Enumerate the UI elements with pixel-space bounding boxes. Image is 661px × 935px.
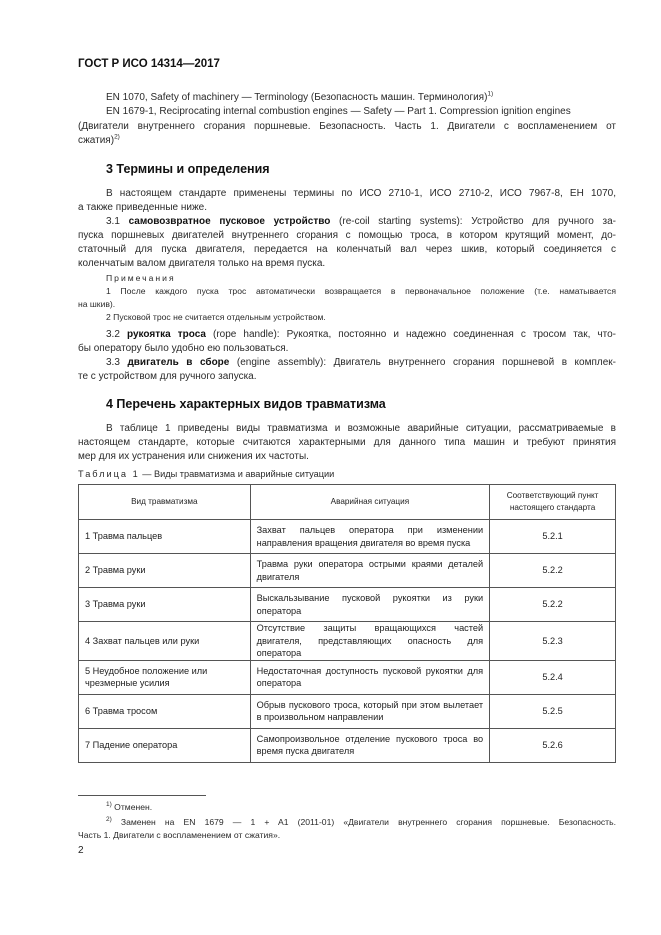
injury-type-cell: 5 Неудобное положение или чрезмерные усилия <box>79 660 251 694</box>
emergency-cell: Травма руки оператора острыми краями деталей двигателя <box>250 554 490 588</box>
reference-en1679-line1: EN 1679-1, Reciprocating internal combustion engines — Safety — Part 1. Compression ignition engines <box>106 106 571 117</box>
notes-title: Примечания <box>106 273 176 283</box>
table-row <box>79 660 616 694</box>
term-3-3-line1: 3.3 двигатель в сборе (engine assembly): Двигатель внутреннего сгорания поршневой в комплек- <box>106 357 616 368</box>
injury-type-cell: 6 Травма тросом <box>79 694 251 728</box>
term-3-1-line1: 3.1 самовозвратное пусковое устройство (re-coil starting systems): Устройство для ручного за- <box>106 216 617 227</box>
note-1-line1: 1 После каждого пуска трос автоматически возвращается в первоначальное положение (т.е. наматывается <box>106 286 616 296</box>
injury-type-cell: 1 Травма пальцев <box>79 520 251 554</box>
column-header-clause: Соответствующий пункт настоящего стандарта <box>490 485 616 520</box>
table-row <box>79 554 616 588</box>
table-row <box>79 728 616 762</box>
section-4-para-line1: В таблице 1 приведены виды травматизма и возможные аварийные ситуации, рассматриваемые в <box>106 423 616 434</box>
reference-en1679-line3: сжатия)$^{2)}$ <box>78 133 120 146</box>
section-3-heading: 3 Термины и определения <box>106 162 270 176</box>
table-header-row <box>79 485 616 520</box>
emergency-cell: Выскальзывание пусковой рукоятки из руки оператора <box>250 588 490 622</box>
emergency-cell: Недостаточная доступность пусковой рукоятки для оператора <box>250 660 490 694</box>
clause-cell: 5.2.1 <box>490 520 616 554</box>
injury-type-cell: 2 Травма руки <box>79 554 251 588</box>
section-4-para-line3: мер для их устранения или снижения их частоты. <box>78 451 309 462</box>
table-row <box>79 588 616 622</box>
footnote-2-line1: $^{2)}$ Заменен на EN 1679 — 1 + A1 (2011-01) «Двигатели внутреннего сгорания поршневые. Безопасность. <box>106 816 616 827</box>
table-row <box>79 622 616 661</box>
emergency-cell: Отсутствие защиты вращающихся частей двигателя, представляющих опасность для оператора <box>250 622 490 661</box>
clause-cell: 5.2.2 <box>490 588 616 622</box>
table-row <box>79 520 616 554</box>
reference-en1070: EN 1070, Safety of machinery — Terminology (Безопасность машин. Терминология)$^{1)}$ <box>106 90 494 103</box>
page-number: 2 <box>78 845 84 856</box>
emergency-cell: Обрыв пускового троса, который при этом вылетает в произвольном направлении <box>250 694 490 728</box>
term-3-1-line3: статочный для пуска двигателя, передается на коленчатый вал через шкив, который соединяется с <box>78 244 616 255</box>
term-3-1-name: самовозвратное пусковое устройство <box>128 216 331 227</box>
table-row <box>79 694 616 728</box>
footnote-1: $^{1)}$ Отменен. <box>106 801 153 812</box>
clause-cell: 5.2.4 <box>490 660 616 694</box>
emergency-cell: Самопроизвольное отделение пускового троса во время пуска двигателя <box>250 728 490 762</box>
section-3-intro-line1: В настоящем стандарте применены термины по ИСО 2710-1, ИСО 2710-2, ИСО 7967-8, ЕН 1070, <box>106 188 616 199</box>
clause-cell: 5.2.3 <box>490 622 616 661</box>
clause-cell: 5.2.5 <box>490 694 616 728</box>
section-3-intro-line2: а также приведенные ниже. <box>78 202 207 213</box>
table-caption: Таблица 1 — Виды травматизма и аварийные ситуации <box>78 469 335 479</box>
term-3-3-line2: те с устройством для ручного запуска. <box>78 371 257 382</box>
clause-cell: 5.2.6 <box>490 728 616 762</box>
injury-table <box>78 484 616 763</box>
term-3-2-name: рукоятка троса <box>126 329 206 340</box>
term-3-1-line2: пуска поршневых двигателей внутреннего сгорания с помощью троса, в котором крутящий момент, до- <box>78 230 616 241</box>
injury-type-cell: 4 Захват пальцев или руки <box>79 622 251 661</box>
term-3-2-line2: бы оператору было удобно ею пользоваться. <box>78 343 289 354</box>
section-4-para-line2: настоящем стандарте, которые считаются характерными для данного типа машин и требуют принятия <box>78 437 616 448</box>
note-1-line2: на шкив). <box>78 299 116 309</box>
term-3-3-name: двигатель в сборе <box>127 357 230 368</box>
column-header-emergency: Аварийная ситуация <box>250 485 490 520</box>
footnote-2-line2: Часть 1. Двигатели с воспламенением от сжатия». <box>78 830 281 840</box>
section-4-heading: 4 Перечень характерных видов травматизма <box>106 397 386 411</box>
column-header-injury-type: Вид травматизма <box>79 485 251 520</box>
injury-type-cell: 7 Падение оператора <box>79 728 251 762</box>
document-header: ГОСТ Р ИСО 14314—2017 <box>78 58 220 70</box>
footnote-separator <box>78 795 206 796</box>
clause-cell: 5.2.2 <box>490 554 616 588</box>
injury-type-cell: 3 Травма руки <box>79 588 251 622</box>
emergency-cell: Захват пальцев оператора при изменении направления вращения двигателя во время пуска <box>250 520 490 554</box>
term-3-1-line4: коленчатым валом двигателя только на время пуска. <box>78 258 326 269</box>
note-2: 2 Пусковой трос не считается отдельным устройством. <box>106 312 326 322</box>
term-3-2-line1: 3.2 рукоятка троса (rope handle): Рукоятка, постоянно и надежно соединенная с тросом так, что- <box>106 329 617 340</box>
reference-en1679-line2: (Двигатели внутреннего сгорания поршневые. Безопасность. Часть 1. Двигатели с воспламенением от <box>78 121 616 132</box>
